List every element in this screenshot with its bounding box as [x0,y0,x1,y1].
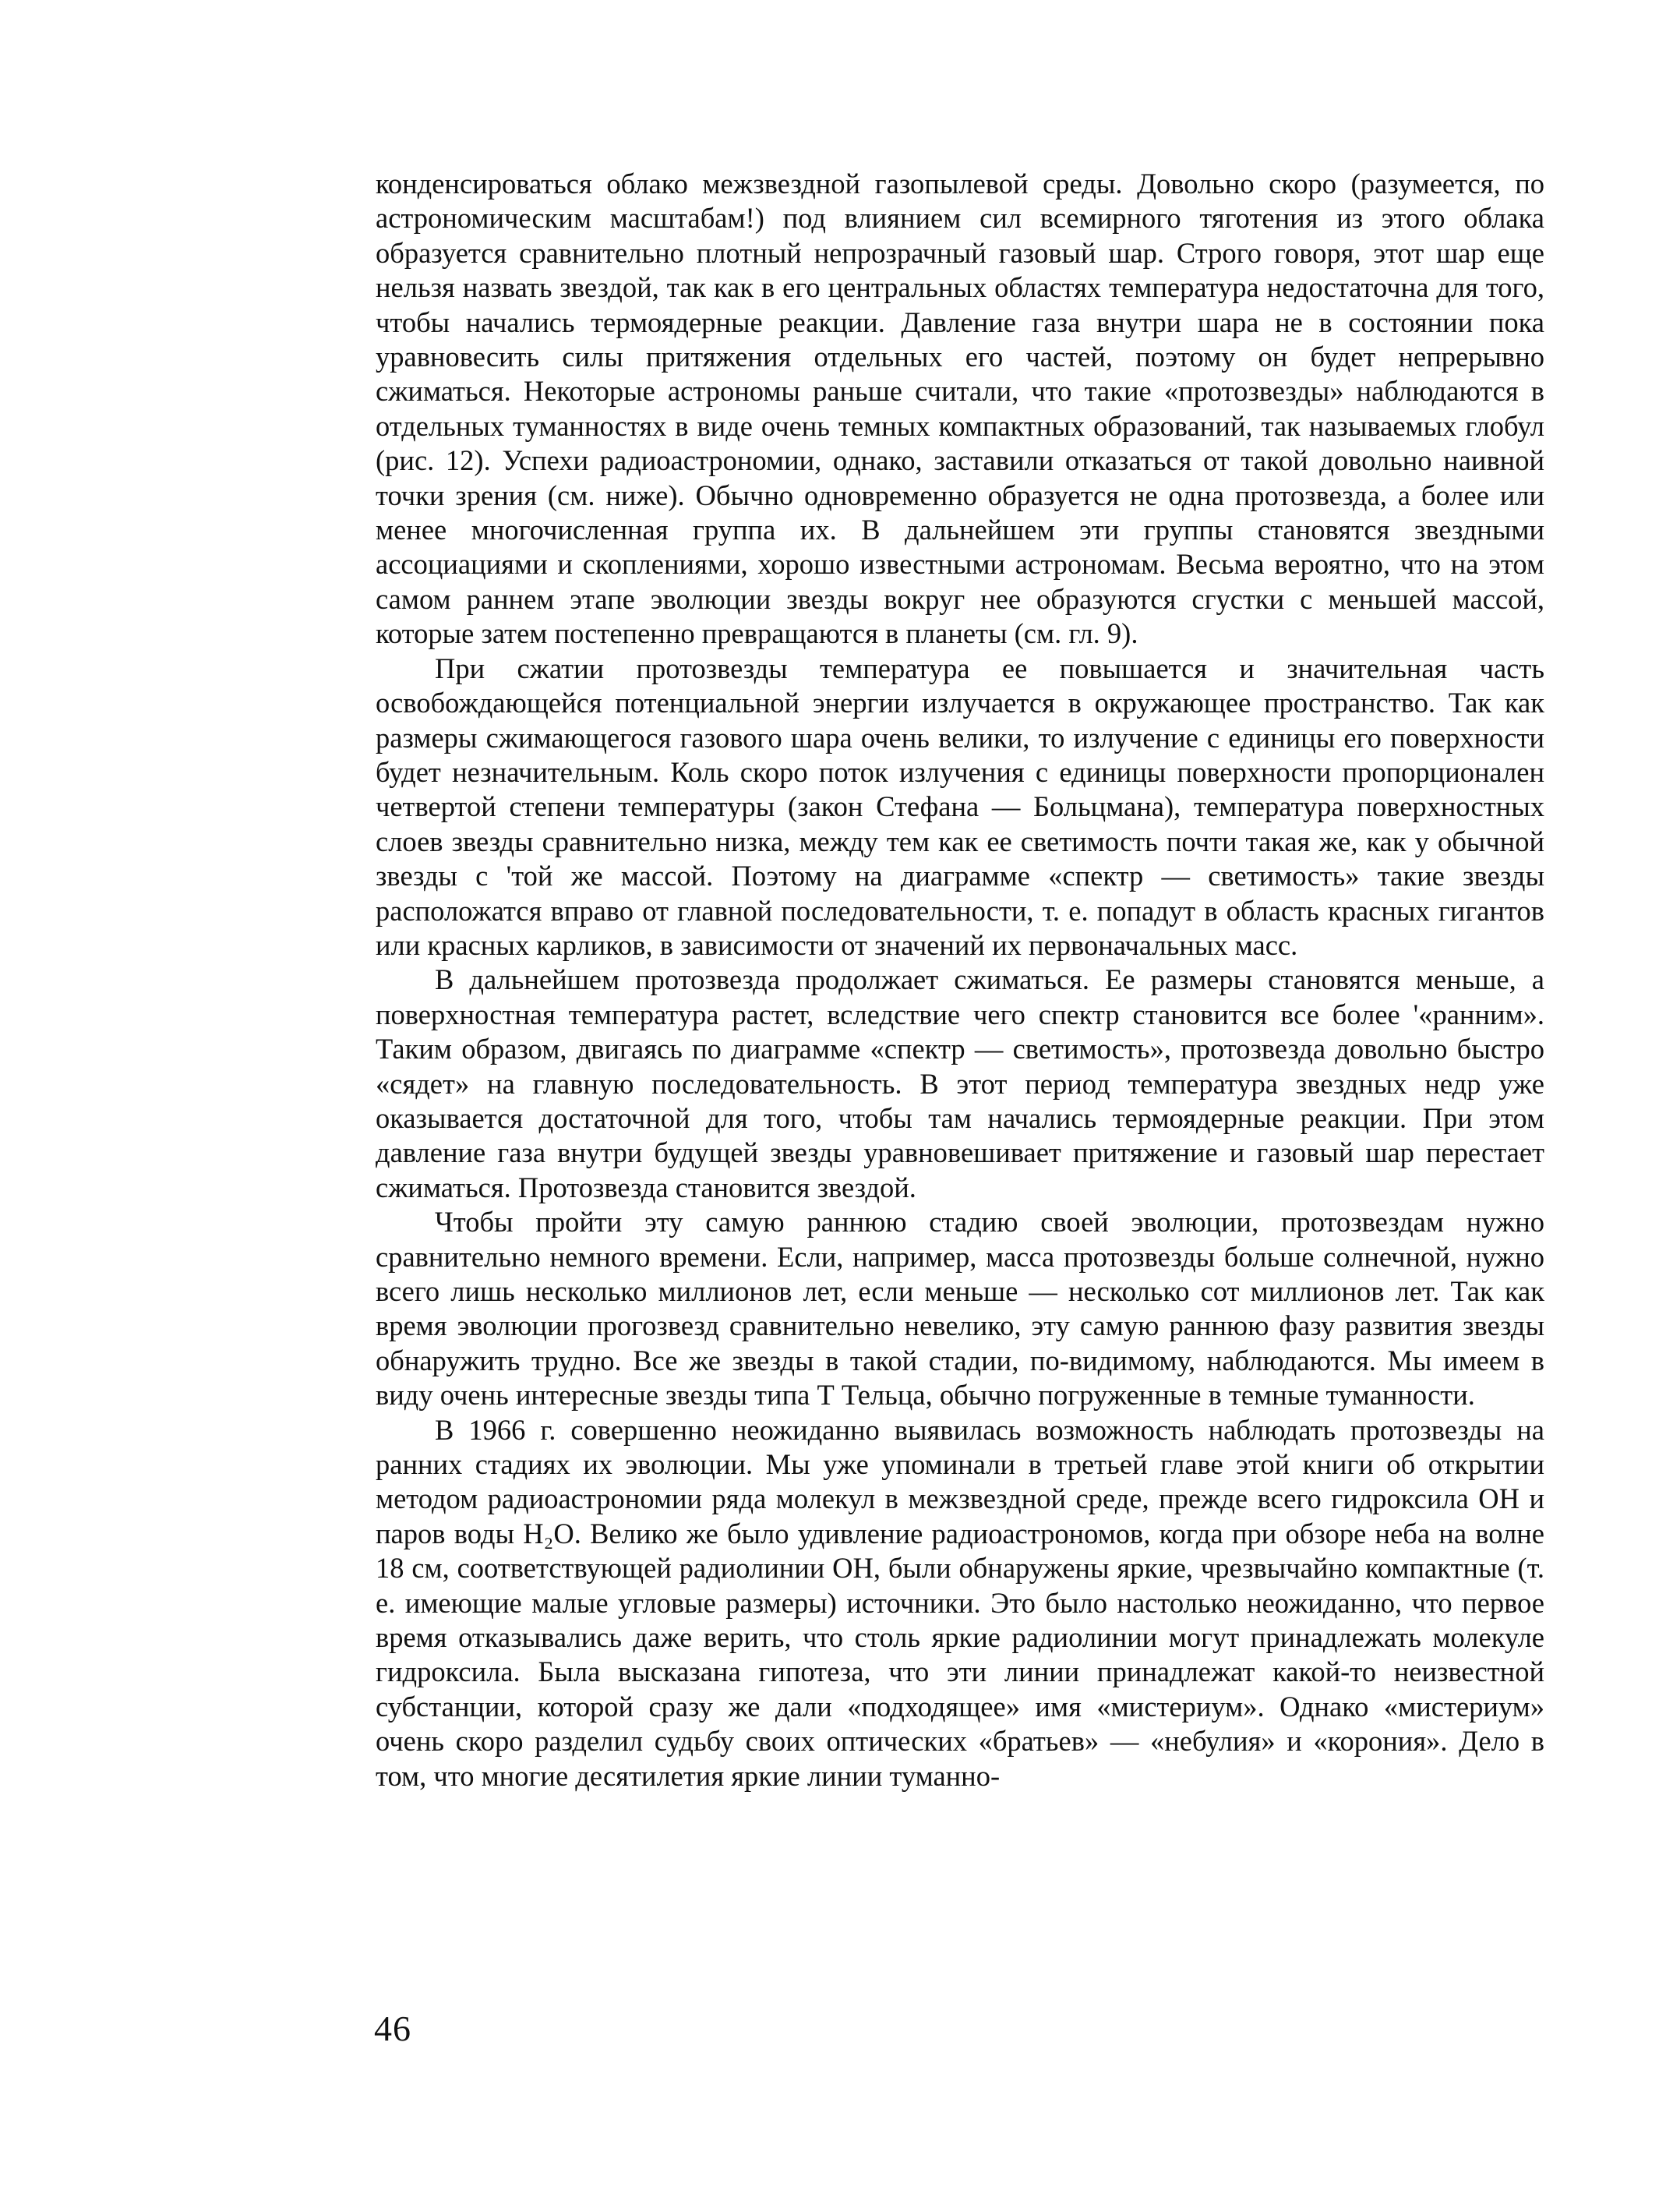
paragraph-4: Чтобы пройти эту самую раннюю стадию своей эволюции, протозвездам нужно сравнительно немного времени. Если, например, масса протозвезды больше солнечной, нужно всего лишь несколько миллионов лет, если меньше — несколько сот миллионов лет. Так как время эволюции прогозвезд сравнительно невелико, эту самую раннюю фазу развития звезды обнаружить трудно. Все же звезды в такой стадии, по-видимому, наблюдаются. Мы имеем в виду очень интересные звезды типа Т Тельца, обычно погруженные в темные туманности. [376,1206,1544,1412]
page-number: 46 [374,2009,411,2048]
paragraph-3: В дальнейшем протозвезда продолжает сжиматься. Ее размеры становятся меньше, а поверхностная температура растет, вследствие чего спектр становится все более '«ранним». Таким образом, двигаясь по диаграмме «спектр — светимость», протозвезда довольно быстро «сядет» на главную последовательность. В этот период температура звездных недр уже оказывается достаточной для того, чтобы там начались термоядерные реакции. При этом давление газа внутри будущей звезды уравновешивает притяжение и газовый шар перестает сжиматься. Протозвезда становится звездой. [376,963,1544,1203]
body-text [376,167,1544,1793]
paragraph-2: При сжатии протозвезды температура ее повышается и значительная часть освобождающейся потенциальной энергии излучается в окружающее пространство. Так как размеры сжимающегося газового шара очень велики, то излучение с единицы его поверхности будет незначительным. Коль скоро поток излучения с единицы поверхности пропорционален четвертой степени температуры (закон Стефана — Больцмана), температура поверхностных слоев звезды сравнительно низка, между тем как ее светимость почти такая же, как у обычной звезды с 'той же массой. Поэтому на диаграмме «спектр — светимость» такие звезды расположатся вправо от главной последовательности, т. е. попадут в область красных гигантов или красных карликов, в зависимости от значений их первоначальных масс. [376,652,1544,961]
paragraph-5: В 1966 г. совершенно неожиданно выявилась возможность наблюдать протозвезды на ранних стадиях их эволюции. Мы уже упоминали в третьей главе этой книги об открытии методом радиоастрономии ряда молекул в межзвездной среде, прежде всего гидроксила ОН и паров воды H₂O. Велико же было удивление радиоастрономов, когда при обзоре неба на волне 18 см, соответствующей радиолинии ОН, были обнаружены яркие, чрезвычайно компактные (т. е. имеющие малые угловые размеры) источники. Это было настолько неожиданно, что первое время отказывались даже верить, что столь яркие радиолинии могут принадлежать молекуле гидроксила. Была высказана гипотеза, что эти линии принадлежат какой-то неизвестной субстанции, которой сразу же дали «подходящее» имя «мистериум». Однако «мистериум» очень скоро разделил судьбу своих оптических «братьев» — «небулия» и «корония». Дело в том, что многие десятилетия яркие линии туманно- [376,1413,1544,1792]
paragraph-1: конденсироваться облако межзвездной газопылевой среды. Довольно скоро (разумеется, по астрономическим масштабам!) под влиянием сил всемирного тяготения из этого облака образуется сравнительно плотный непрозрачный газовый шар. Строго говоря, этот шар еще нельзя назвать звездой, так как в его центральных областях температура недостаточна для того, чтобы начались термоядерные реакции. Давление газа внутри шара не в состоянии пока уравновесить силы притяжения отдельных его частей, поэтому он будет непрерывно сжиматься. Некоторые астрономы раньше считали, что такие «протозвезды» наблюдаются в отдельных туманностях в виде очень темных компактных образований, так называемых глобул (рис. 12). Успехи радиоастрономии, однако, заставили отказаться от такой довольно наивной точки зрения (см. ниже). Обычно одновременно образуется не одна протозвезда, а более или менее многочисленная группа их. В дальнейшем эти группы становятся звездными ассоциациями и скоплениями, хорошо известными астрономам. Весьма вероятно, что на этом самом раннем этапе эволюции звезды вокруг нее образуются сгустки с меньшей массой, которые затем постепенно превращаются в планеты (см. гл. 9). [376,168,1544,650]
